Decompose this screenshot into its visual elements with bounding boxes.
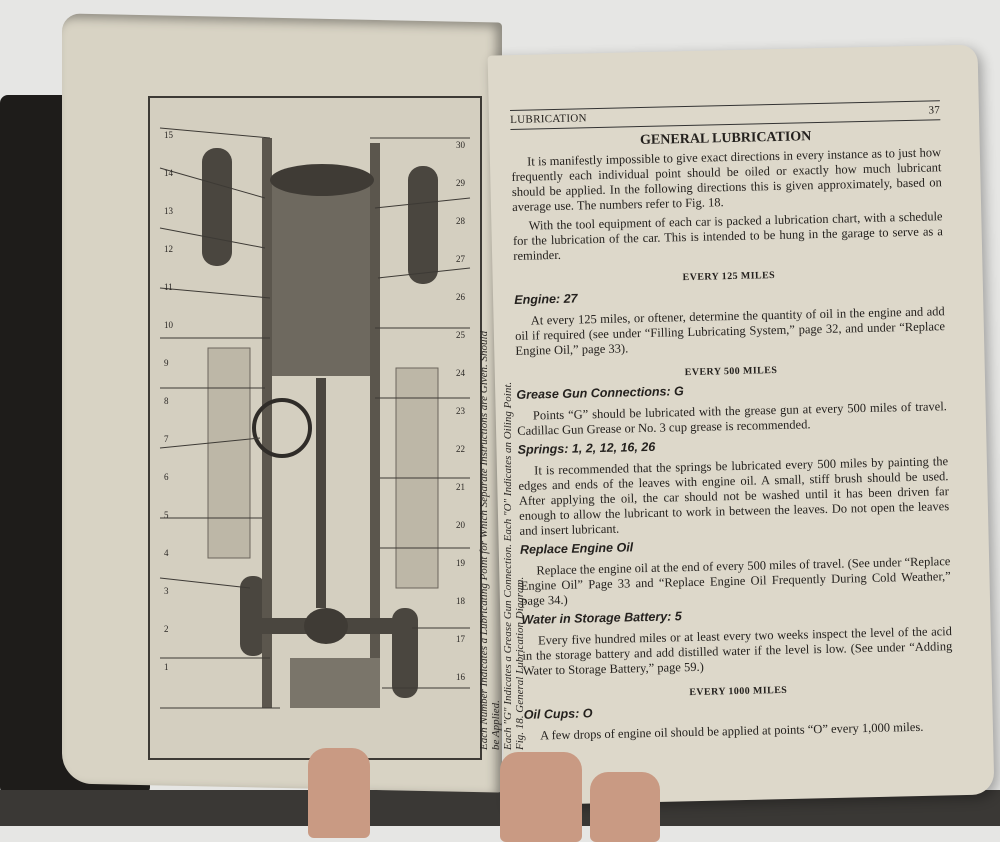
springs-paragraph: It is recommended that the springs be lubricated every 500 miles by painting the edges and ends of the leaves with engine oil. A small, stiff brush should be used. After applying the oil, the car should not be washed until it has been driven far enough to allow the lubricant to work in between the leaves. Do not open the leaves and insert lubricant. (518, 454, 950, 538)
diagram-label-right: 17 (456, 634, 465, 644)
front-left-wheel (202, 148, 232, 266)
diagram-label-left: 1 (164, 662, 169, 672)
section-header: LUBRICATION (510, 112, 587, 126)
diagram-label-right: 20 (456, 520, 465, 530)
diagram-label-right: 24 (456, 368, 465, 378)
diagram-label-left: 6 (164, 472, 169, 482)
replace-oil-heading: Replace Engine Oil (519, 540, 634, 557)
diagram-label-left: 4 (164, 548, 169, 558)
diagram-label-left: 5 (164, 510, 169, 520)
diagram-label-right: 22 (456, 444, 465, 454)
replace-oil-paragraph: Replace the engine oil at the end of every 500 miles of travel. (See under “Replace Engine Oil” Page 33 and “Replace Engine Oil Frequently During Cold Weather,” page 34.) (520, 554, 951, 608)
page-title: GENERAL LUBRICATION (639, 129, 812, 149)
diagram-label-right: 27 (456, 254, 465, 264)
intro-paragraph-1: It is manifestly impossible to give exact directions in every instance as to just how frequently each individual point should be oiled or exactly how much lubricant should be applied. In the following directions this is given approximately, based on average use. The numbers refer to Fig. 18. (511, 145, 942, 214)
battery-heading: Water in Storage Battery: 5 (521, 609, 682, 627)
springs-heading: Springs: 1, 2, 12, 16, 26 (517, 439, 656, 457)
lubrication-diagram (148, 96, 482, 760)
diagram-label-right: 26 (456, 292, 465, 302)
diagram-label-left: 13 (164, 206, 173, 216)
diagram-label-right: 19 (456, 558, 465, 568)
finger-3 (590, 772, 660, 842)
grease-paragraph: Points “G” should be lubricated with the grease gun at every 500 miles of travel. Cadillac Gun Grease or No. 3 cup grease is recommended. (517, 399, 947, 438)
left-running-board (208, 348, 250, 558)
diagram-label-right: 18 (456, 596, 465, 606)
finger-1 (308, 748, 370, 838)
diagram-label-right: 30 (456, 140, 465, 150)
grease-heading: Grease Gun Connections: G (516, 384, 684, 402)
diagram-label-left: 2 (164, 624, 169, 634)
oil-cups-paragraph: A few drops of engine oil should be applied at points “O” every 1,000 miles. (540, 719, 924, 743)
figure-caption-line2: Each Number Indicates a Lubricating Point for Which Separate Instructions are Given. Should be Applied. (478, 330, 502, 750)
diagram-label-left: 14 (164, 168, 173, 178)
diagram-label-right: 21 (456, 482, 465, 492)
page-number: 37 (928, 104, 941, 117)
figure-caption-title: Fig. 18. General Lubrication Diagram. (514, 576, 526, 750)
fuel-tank (290, 658, 380, 708)
engine-heading: Engine: 27 (514, 291, 578, 307)
diagram-label-right: 23 (456, 406, 465, 416)
chassis-illustration (150, 98, 480, 758)
finger-2 (500, 752, 582, 842)
radiator (270, 164, 374, 196)
engine-block (272, 176, 370, 376)
engine-paragraph: At every 125 miles, or oftener, determine the quantity of oil in the engine and add oil if required (see under “Filling Lubricating System,” page 32, and under “Replace Engine Oil,” page 33). (514, 304, 946, 358)
diagram-label-right: 29 (456, 178, 465, 188)
diagram-label-left: 3 (164, 586, 169, 596)
figure-caption-line1: Each "G" Indicates a Grease Gun Connection. Each "O" Indicates an Oiling Point. (502, 381, 514, 750)
propeller-shaft (316, 378, 326, 608)
oil-cups-heading: Oil Cups: O (523, 706, 593, 722)
differential (304, 608, 348, 644)
intro-paragraph-2: With the tool equipment of each car is packed a lubrication chart, with a schedule for the lubrication of the car. This is intended to be hung in the garage to serve as a reminder. (512, 209, 944, 263)
mileage-heading-500: EVERY 500 MILES (684, 365, 778, 379)
diagram-label-left: 10 (164, 320, 173, 330)
diagram-label-right: 28 (456, 216, 465, 226)
battery-paragraph: Every five hundred miles or at least every two weeks inspect the level of the acid in the storage battery and add distilled water if the level is low. (See under “Adding Water to Storage Battery,” page 59.) (522, 624, 953, 678)
mileage-heading-1000: EVERY 1000 MILES (689, 684, 788, 699)
diagram-label-left: 11 (164, 282, 173, 292)
diagram-label-right: 16 (456, 672, 465, 682)
diagram-label-left: 9 (164, 358, 169, 368)
diagram-label-left: 15 (164, 130, 173, 140)
page-content (510, 100, 954, 748)
mileage-heading-125: EVERY 125 MILES (682, 270, 776, 284)
diagram-label-left: 7 (164, 434, 169, 444)
diagram-label-left: 12 (164, 244, 173, 254)
figure-caption (478, 330, 526, 750)
diagram-label-left: 8 (164, 396, 169, 406)
front-right-wheel (408, 166, 438, 284)
diagram-label-right: 25 (456, 330, 465, 340)
